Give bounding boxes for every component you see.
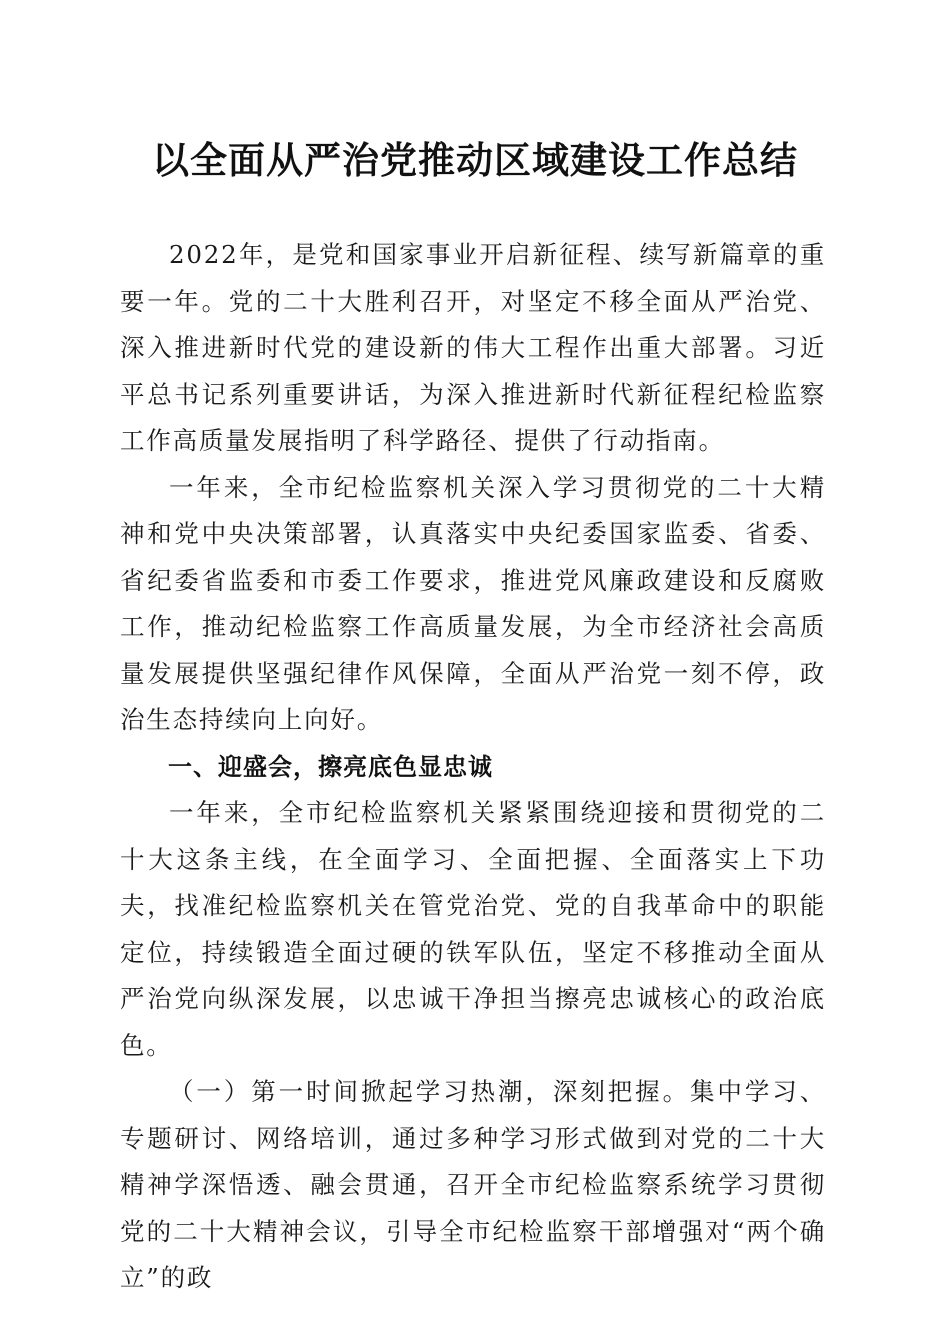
intro-paragraph: 2022年，是党和国家事业开启新征程、续写新篇章的重要一年。党的二十大胜利召开，对坚定不移全面从严治党、深入推进新时代党的建设新的伟大工程作出重大部署。习近平总书记系列重要讲话，为深入推进新时代新征程纪检监察工作高质量发展指明了科学路径、提供了行动指南。 [120, 240, 826, 455]
section-heading-1: 一、迎盛会，擦亮底色显忠诚 [168, 752, 493, 781]
subsection-1-body: 集中学习、专题研讨、网络培训，通过多种学习形式做到对党的二十大精神学深悟透、融会贯通，召开全市纪检监察系统学习贯彻党的二十大精神会议，引导全市纪检监察干部增强对“两个确立”的政 [120, 1077, 827, 1292]
summary-paragraph: 一年来，全市纪检监察机关深入学习贯彻党的二十大精神和党中央决策部署，认真落实中央纪委国家监委、省委、省纪委省监委和市委工作要求，推进党风廉政建设和反腐败工作，推动纪检监察工作高质量发展，为全市经济社会高质量发展提供坚强纪律作风保障，全面从严治党一刻不停，政治生态持续向上向好。 [120, 472, 826, 734]
document-title: 以全面从严治党推动区域建设工作总结 [152, 138, 798, 182]
section-1-paragraph: 一年来，全市纪检监察机关紧紧围绕迎接和贯彻党的二十大这条主线，在全面学习、全面把握、全面落实上下功夫，找准纪检监察机关在管党治党、党的自我革命中的职能定位，持续锻造全面过硬的铁军队伍，坚定不移推动全面从严治党向纵深发展，以忠诚干净担当擦亮忠诚核心的政治底色。 [120, 798, 826, 1060]
subsection-1-heading: （一）第一时间掀起学习热潮，深刻把握。 [169, 1077, 691, 1106]
document-body [120, 232, 826, 1302]
subsection-1-paragraph [120, 1069, 826, 1302]
